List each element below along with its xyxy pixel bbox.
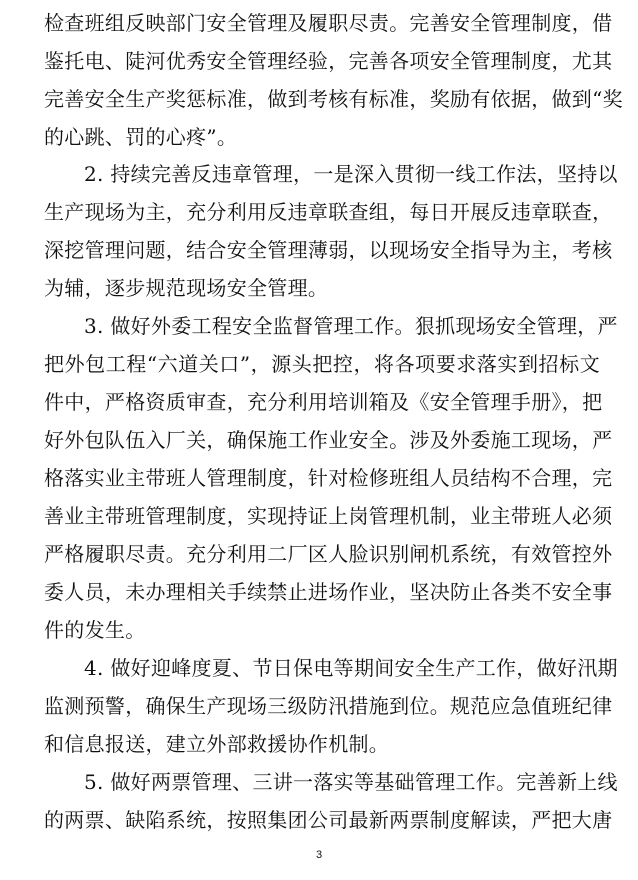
body-text-line: 好外包队伍入厂关，确保施工作业安全。涉及外委施工现场，严: [44, 428, 613, 452]
body-text-line: 完善安全生产奖惩标准，做到考核有标准，奖励有依据，做到“奖: [44, 87, 623, 111]
paragraph-first-line: 4. 做好迎峰度夏、节日保电等期间安全生产工作，做好汛期: [84, 656, 618, 680]
body-text-line: 鉴托电、陡河优秀安全管理经验，完善各项安全管理制度，尤其: [44, 49, 613, 73]
body-text-line: 把外包工程“六道关口”，源头把控，将各项要求落实到招标文: [44, 352, 600, 376]
body-text-line: 的心跳、罚的心疼”。: [44, 125, 238, 149]
body-text-line: 为辅，逐步规范现场安全管理。: [44, 276, 329, 300]
page-number: 3: [315, 849, 323, 861]
paragraph-first-line: 5. 做好两票管理、三讲一落实等基础管理工作。完善新上线: [84, 770, 618, 794]
body-text-line: 深挖管理问题，结合安全管理薄弱，以现场安全指导为主，考核: [44, 238, 613, 262]
body-text-line: 和信息报送，建立外部救援协作机制。: [44, 732, 390, 756]
paragraph-first-line: 3. 做好外委工程安全监督管理工作。狠抓现场安全管理，严: [84, 314, 618, 338]
body-text-line: 件中，严格资质审查，充分利用培训箱及《安全管理手册》，把: [44, 390, 603, 414]
body-text-line: 监测预警，确保生产现场三级防汛措施到位。规范应急值班纪律: [44, 694, 613, 718]
body-text-line: 善业主带班管理制度，实现持证上岗管理机制，业主带班人必须: [44, 504, 613, 528]
paragraph-first-line: 2. 持续完善反违章管理，一是深入贯彻一线工作法，坚持以: [84, 162, 618, 186]
body-text-line: 的两票、缺陷系统，按照集团公司最新两票制度解读，严把大唐: [44, 808, 613, 832]
body-text-line: 检查班组反映部门安全管理及履职尽责。完善安全管理制度，借: [44, 11, 613, 35]
body-text-line: 严格履职尽责。充分利用二厂区人脸识别闸机系统，有效管控外: [44, 542, 613, 566]
body-text-line: 格落实业主带班人管理制度，针对检修班组人员结构不合理，完: [44, 466, 613, 490]
body-text-line: 生产现场为主，充分利用反违章联查组，每日开展反违章联查，: [44, 200, 613, 224]
body-text-line: 件的发生。: [44, 618, 146, 642]
body-text-line: 委人员，未办理相关手续禁止进场作业，坚决防止各类不安全事: [44, 580, 613, 604]
